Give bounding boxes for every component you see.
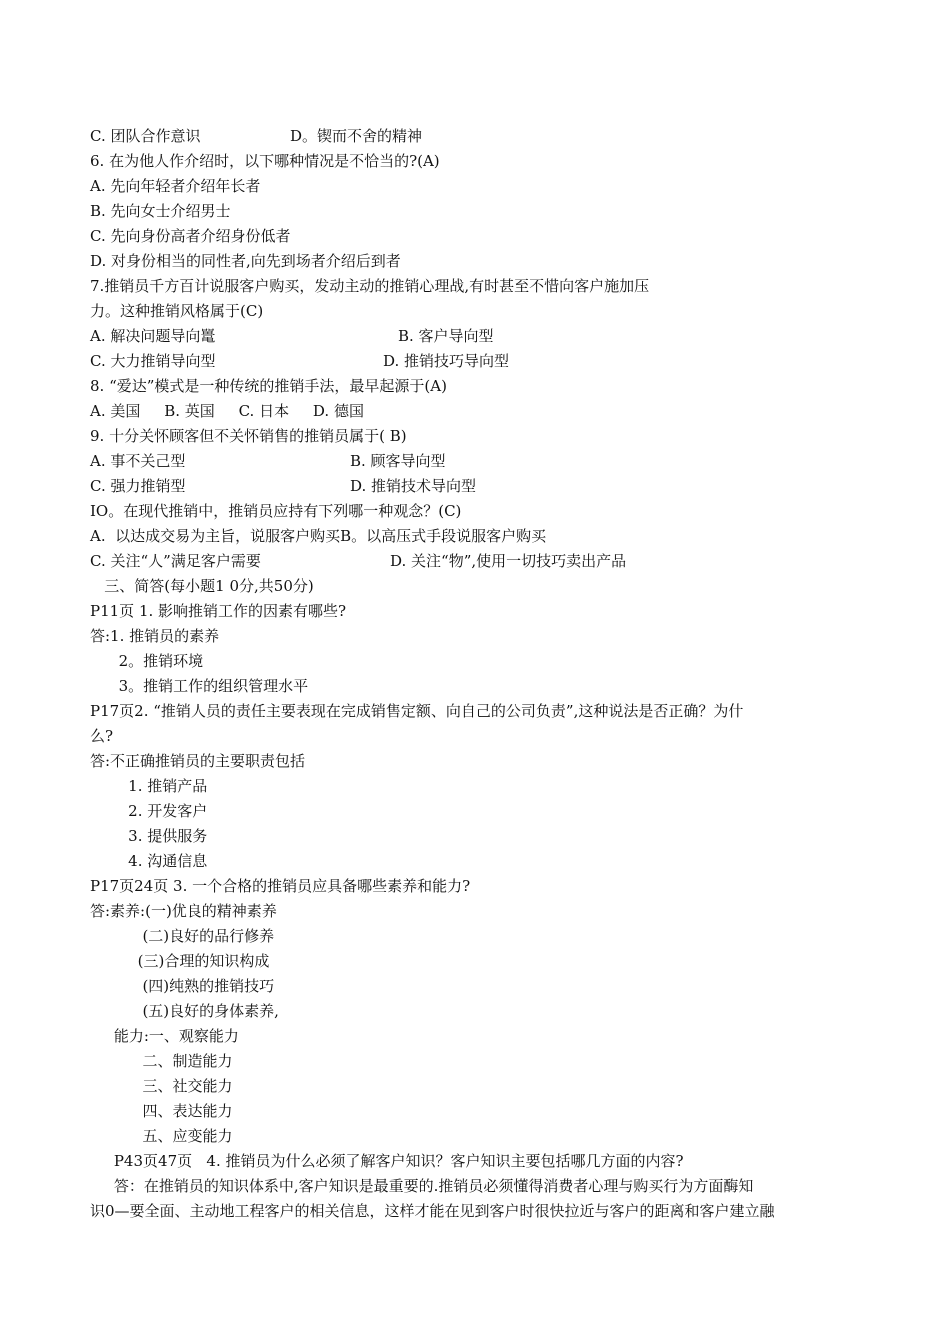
short-answer-question: P17页2. “推销人员的责任主要表现在完成销售定额、向自己的公司负责”,这种说法是否正确？为什: [90, 702, 744, 720]
answer-line: 四、表达能力: [90, 1102, 233, 1120]
short-answer-question: P43页47页 4. 推销员为什么必须了解客户知识？客户知识主要包括哪几方面的内容?: [90, 1152, 684, 1170]
option-line: C. 强力推销型 D. 推销技术导向型: [90, 477, 477, 495]
answer-line: (五)良好的身体素养,: [90, 1002, 279, 1020]
short-answer-question: P11页 1. 影响推销工作的因素有哪些?: [90, 602, 347, 620]
question-9: 9. 十分关怀顾客但不关怀销售的推销员属于( B): [90, 427, 407, 445]
option-line: A. 美国 B. 英国 C. 日本 D. 德国: [90, 402, 364, 420]
answer-line: 1. 推销产品: [90, 777, 208, 795]
option-line: D. 对身份相当的同性者,向先到场者介绍后到者: [90, 252, 401, 270]
question-6: 6. 在为他人作介绍时，以下哪种情况是不恰当的?(A): [90, 152, 440, 170]
option-line: C. 先向身份高者介绍身份低者: [90, 227, 291, 245]
option-line: A. 事不关己型 B. 顾客导向型: [90, 452, 446, 470]
section-heading: 三、简答(每小题1 0分,共50分): [90, 577, 314, 595]
answer-line: 五、应变能力: [90, 1127, 233, 1145]
answer-line: 答:素养:(一)优良的精神素养: [90, 902, 277, 920]
answer-line: 二、制造能力: [90, 1052, 233, 1070]
short-answer-question-cont: 么?: [90, 727, 114, 745]
answer-line: 答:1. 推销员的素养: [90, 627, 220, 645]
question-7: 7.推销员千方百计说服客户购买，发动主动的推销心理战,有时甚至不惜向客户施加压: [90, 277, 650, 295]
answer-paragraph: 答：在推销员的知识体系中,客户知识是最重要的.推销员必须懂得消费者心理与购买行为方面酶知: [90, 1177, 754, 1195]
answer-line: 三、社交能力: [90, 1077, 233, 1095]
answer-line: 能力:一、观察能力: [90, 1027, 239, 1045]
answer-line: 2。推销环境: [90, 652, 204, 670]
answer-line: (三)合理的知识构成: [90, 952, 270, 970]
answer-line: 答:不正确推销员的主要职责包括: [90, 752, 306, 770]
answer-paragraph: 识0—要全面、主动地工程客户的相关信息，这样才能在见到客户时很快拉近与客户的距离和客户建立融: [90, 1202, 775, 1220]
answer-line: 4. 沟通信息: [90, 852, 208, 870]
option-line: B. 先向女士介绍男士: [90, 202, 231, 220]
short-answer-question: P17页24页 3. 一个合格的推销员应具备哪些素养和能力?: [90, 877, 471, 895]
text-line: C. 团队合作意识 D。锲而不舍的精神: [90, 127, 423, 145]
question-10: IO。在现代推销中，推销员应持有下列哪一种观念？(C): [90, 502, 462, 520]
option-line: C. 大力推销导向型 D. 推销技巧导向型: [90, 352, 510, 370]
option-line: A. 先向年轻者介绍年长者: [90, 177, 261, 195]
answer-line: 2. 开发客户: [90, 802, 208, 820]
answer-line: (二)良好的品行修养: [90, 927, 275, 945]
answer-line: 3。推销工作的组织管理水平: [90, 677, 309, 695]
answer-line: (四)纯熟的推销技巧: [90, 977, 275, 995]
question-7-cont: 力。这种推销风格属于(C): [90, 302, 264, 320]
option-line: C. 关注“人”满足客户需要 D. 关注“物”,使用一切技巧卖出产品: [90, 552, 627, 570]
option-line: A. 解决问题导向鼍 B. 客户导向型: [90, 327, 494, 345]
option-line: A. 以达成交易为主旨，说服客户购买B。以高压式手段说服客户购买: [90, 527, 547, 545]
answer-line: 3. 提供服务: [90, 827, 208, 845]
question-8: 8. “爱达”模式是一种传统的推销手法，最早起源于(A): [90, 377, 447, 395]
